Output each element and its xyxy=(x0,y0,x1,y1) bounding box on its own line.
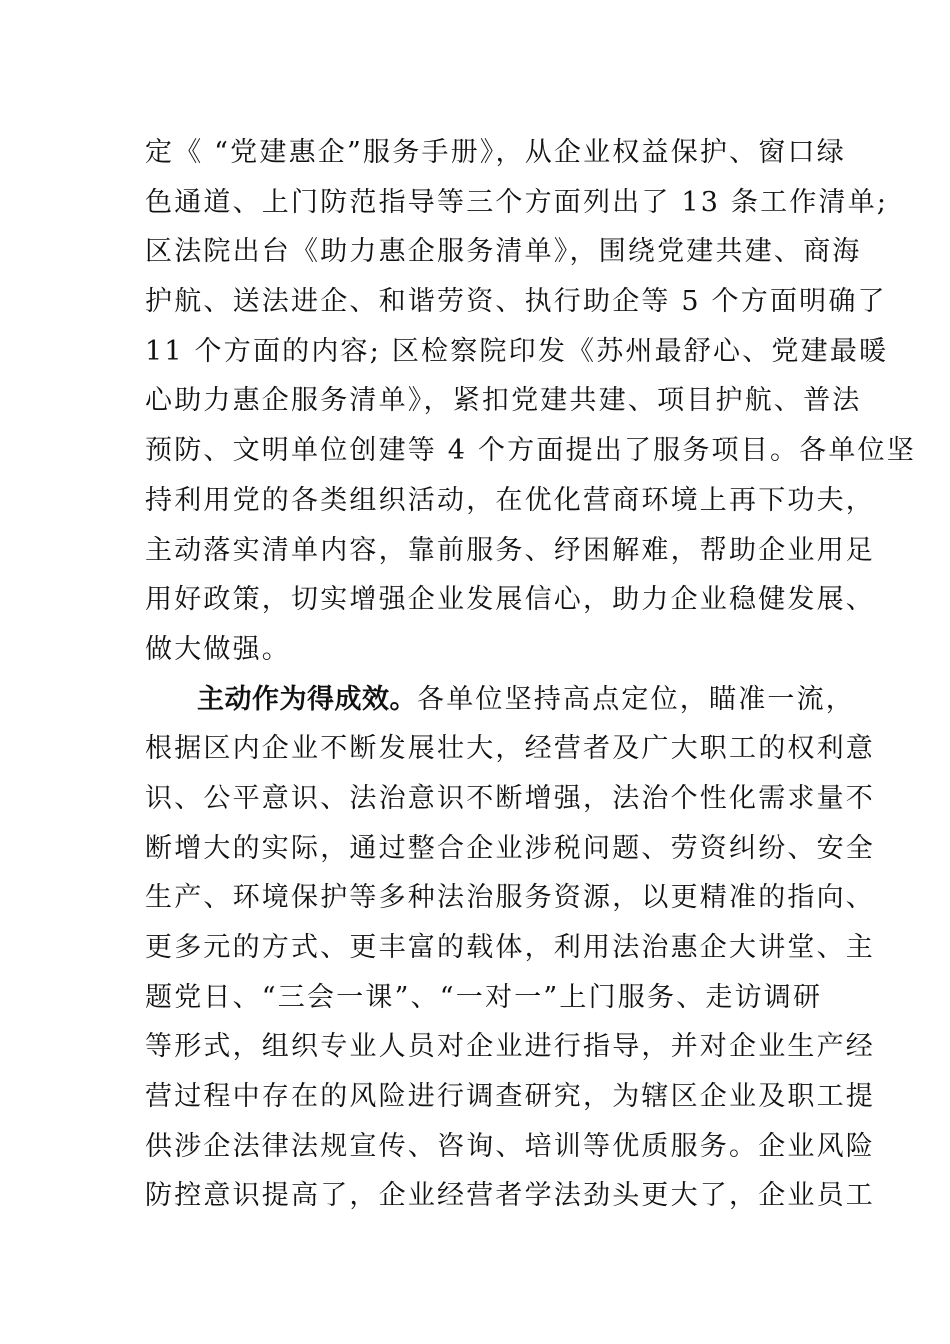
text-line: 生产、环境保护等多种法治服务资源，以更精准的指向、 xyxy=(145,882,875,914)
document-body xyxy=(145,128,916,1221)
text-line: 定《 “党建惠企”服务手册》，从企业权益保护、窗口绿 xyxy=(145,137,846,168)
text-line: 用好政策，切实增强企业发展信心，助力企业稳健发展、 xyxy=(145,584,875,616)
text-line: 做大做强。 xyxy=(145,633,291,665)
text-line: 断增大的实际，通过整合企业涉税问题、劳资纠纷、安全 xyxy=(145,832,875,864)
text-line: 色通道、上门防范指导等三个方面列出了 13 条工作清单; xyxy=(145,186,889,218)
text-line: 预防、文明单位创建等 4 个方面提出了服务项目。各单位坚 xyxy=(145,435,916,467)
text-line: 持利用党的各类组织活动，在优化营商环境上再下功夫， xyxy=(145,484,875,516)
text-line: 营过程中存在的风险进行调查研究，为辖区企业及职工提 xyxy=(145,1081,875,1113)
text-line: 题党日、“三会一课”、“一对一”上门服务、走访调研 xyxy=(145,981,823,1013)
text-line: 防控意识提高了，企业经营者学法劲头更大了，企业员工 xyxy=(145,1180,875,1212)
text-line: 主动落实清单内容，靠前服务、纾困解难，帮助企业用足 xyxy=(145,534,875,566)
text-line: 护航、送法进企、和谐劳资、执行助企等 5 个方面明确了 xyxy=(145,286,887,318)
text-line-rest: 各单位坚持高点定位，瞄准一流， xyxy=(417,683,855,715)
text-line: 供涉企法律法规宣传、咨询、培训等优质服务。企业风险 xyxy=(145,1130,875,1162)
text-line: 心助力惠企服务清单》，紧扣党建共建、项目护航、普法 xyxy=(145,385,862,417)
text-line: 识、公平意识、法治意识不断增强，法治个性化需求量不 xyxy=(145,782,875,814)
text-line: 11 个方面的内容; 区检察院印发《苏州最舒心、党建最暖 xyxy=(145,335,889,367)
text-line: 更多元的方式、更丰富的载体，利用法治惠企大讲堂、主 xyxy=(145,932,875,963)
paragraph-2 xyxy=(145,675,875,1222)
text-line: 区法院出台《助力惠企服务清单》，围绕党建共建、商海 xyxy=(145,236,862,268)
text-line: 根据区内企业不断发展壮大，经营者及广大职工的权利意 xyxy=(145,733,875,765)
text-line: 等形式，组织专业人员对企业进行指导，并对企业生产经 xyxy=(145,1031,875,1063)
text-line-first xyxy=(145,675,855,725)
paragraph-heading: 主动作为得成效。 xyxy=(197,683,417,715)
paragraph-1 xyxy=(145,128,916,675)
